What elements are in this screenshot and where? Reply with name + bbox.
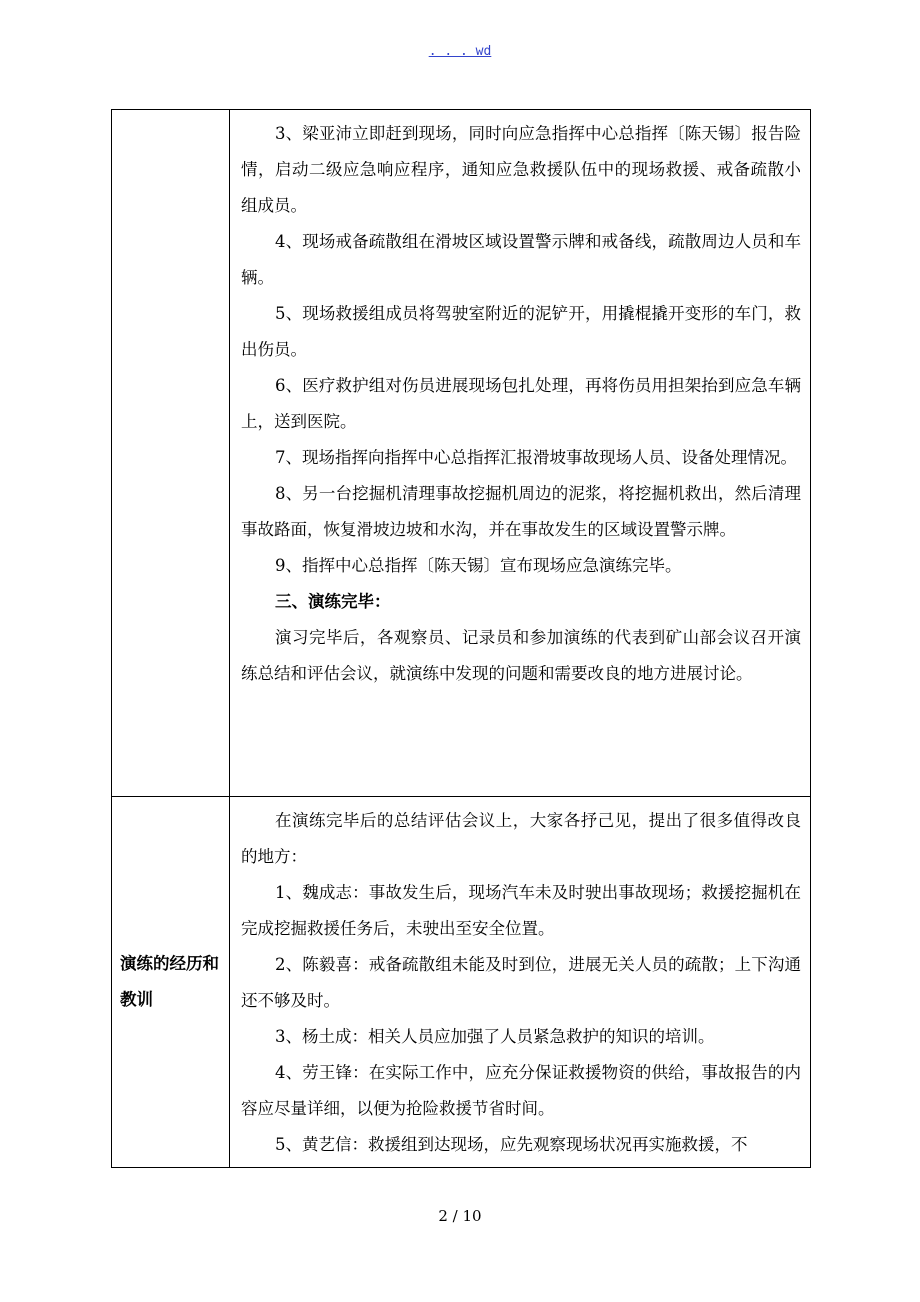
summary-intro-paragraph: 在演练完毕后的总结评估会议上，大家各抒己见，提出了很多值得改良的地方： — [241, 811, 801, 866]
header-link[interactable]: . . . wd — [428, 44, 492, 59]
step-9-paragraph: 9、指挥中心总指挥〔陈天锡〕宣布现场应急演练完毕。 — [275, 556, 682, 575]
step-3-paragraph: 3、梁亚沛立即赶到现场，同时向应急指挥中心总指挥〔陈天锡〕报告险情，启动二级应急响应程序，通知应急救援队伍中的现场救援、戒备疏散小组成员。 — [241, 124, 801, 215]
table-row — [112, 797, 811, 1168]
table-row — [112, 110, 811, 797]
document-table — [111, 109, 811, 1168]
row2-label: 演练的经历和教训 — [120, 954, 219, 1009]
step-5-paragraph: 5、现场救援组成员将驾驶室附近的泥铲开，用撬棍撬开变形的车门，救出伤员。 — [241, 304, 801, 359]
row2-content-cell — [230, 797, 811, 1168]
step-4-paragraph: 4、现场戒备疏散组在滑坡区域设置警示牌和戒备线，疏散周边人员和车辆。 — [241, 232, 801, 287]
closing-paragraph: 演习完毕后，各观察员、记录员和参加演练的代表到矿山部会议召开演练总结和评估会议，就演练中发现的问题和需要改良的地方进展讨论。 — [241, 628, 801, 683]
row2-label-cell — [112, 797, 230, 1168]
step-8-paragraph: 8、另一台挖掘机清理事故挖掘机周边的泥浆，将挖掘机救出，然后清理事故路面，恢复滑坡边坡和水沟，并在事故发生的区域设置警示牌。 — [241, 484, 801, 539]
lesson-3-paragraph: 3、杨土成：相关人员应加强了人员紧急救护的知识的培训。 — [275, 1027, 715, 1046]
lesson-1-paragraph: 1、魏成志：事故发生后，现场汽车未及时驶出事故现场；救援挖掘机在完成挖掘救援任务后，未驶出至安全位置。 — [241, 883, 801, 938]
row1-content-cell — [230, 110, 811, 797]
lesson-5-paragraph: 5、黄艺信：救援组到达现场，应先观察现场状况再实施救援，不 — [275, 1135, 748, 1154]
step-7-paragraph: 7、现场指挥向指挥中心总指挥汇报滑坡事故现场人员、设备处理情况。 — [275, 448, 797, 467]
step-6-paragraph: 6、医疗救护组对伤员进展现场包扎处理，再将伤员用担架抬到应急车辆上，送到医院。 — [241, 376, 801, 431]
lesson-4-paragraph: 4、劳王锋：在实际工作中，应充分保证救援物资的供给，事故报告的内容应尽量详细，以便为抢险救援节省时间。 — [241, 1063, 801, 1118]
row1-label-cell — [112, 110, 230, 797]
lesson-2-paragraph: 2、陈毅喜：戒备疏散组未能及时到位，进展无关人员的疏散；上下沟通还不够及时。 — [241, 955, 801, 1010]
section-heading: 三、演练完毕： — [275, 592, 391, 611]
page-number: 2 / 10 — [438, 1207, 482, 1225]
